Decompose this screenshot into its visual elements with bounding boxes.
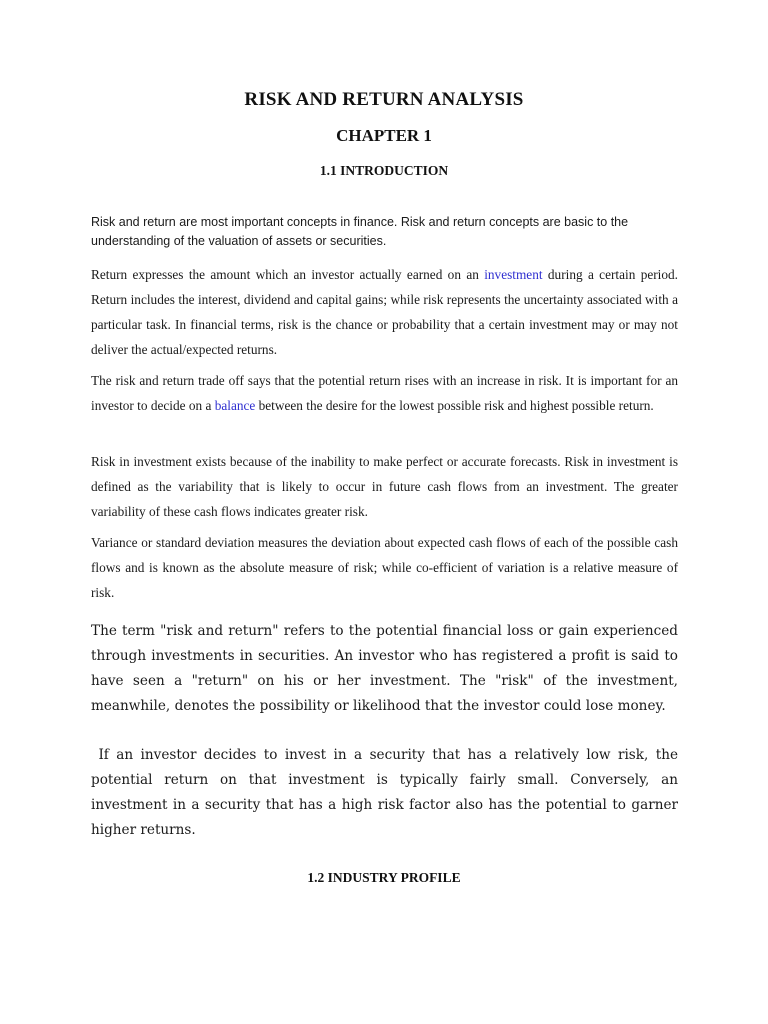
paragraph-variance: Variance or standard deviation measures the deviation about expected cash flows of each of the possible cash flows and is known as the absolute measure of risk; while co-efficient of variation is a relative measure of risk.	[91, 535, 678, 600]
paragraph-text: The risk and return trade off says that the potential return rises with an increase in risk. It is important for an investor to decide on a	[91, 373, 678, 413]
paragraph-text: between the desire for the lowest possible risk and highest possible return.	[255, 398, 654, 413]
section-heading-introduction: 1.1 INTRODUCTION	[319, 163, 449, 178]
document-title: RISK AND RETURN ANALYSIS	[244, 89, 524, 110]
section-heading-industry-profile: 1.2 INDUSTRY PROFILE	[307, 870, 461, 885]
balance-link[interactable]: balance	[214, 398, 256, 413]
paragraph-risk-investment: Risk in investment exists because of the inability to make perfect or accurate forecasts. Risk in investment is defined as the variability that is likely to occur in future cash flows from an investment. The greater variability of these cash flows indicates greater risk.	[91, 454, 678, 519]
paragraph-return-definition	[91, 262, 678, 362]
paragraph-term-definition: The term "risk and return" refers to the potential financial loss or gain experienced through investments in securities. An investor who has registered a profit is said to have seen a "return" on his or her investment. The "risk" of the investment, meanwhile, denotes the possibility or likelihood that the investor could lose money.	[91, 623, 678, 714]
paragraph-intro: Risk and return are most important concepts in finance. Risk and return concepts are basic to the understanding of the valuation of assets or securities.	[91, 215, 629, 248]
investment-link[interactable]: investment	[484, 267, 543, 282]
paragraph-text: during a certain period. Return includes the interest, dividend and capital gains; while risk represents the uncertainty associated with a particular task. In financial terms, risk is the chance or probability that a certain investment may or may not deliver the actual/expected returns.	[91, 267, 678, 357]
paragraph-tradeoff	[91, 368, 678, 418]
paragraph-text: Return expresses the amount which an investor actually earned on an	[91, 267, 485, 282]
chapter-heading: CHAPTER 1	[336, 126, 432, 145]
paragraph-low-risk: If an investor decides to invest in a security that has a relatively low risk, the potential return on that investment is typically fairly small. Conversely, an investment in a security that has a high risk factor also has the potential to garner higher returns.	[91, 747, 683, 838]
